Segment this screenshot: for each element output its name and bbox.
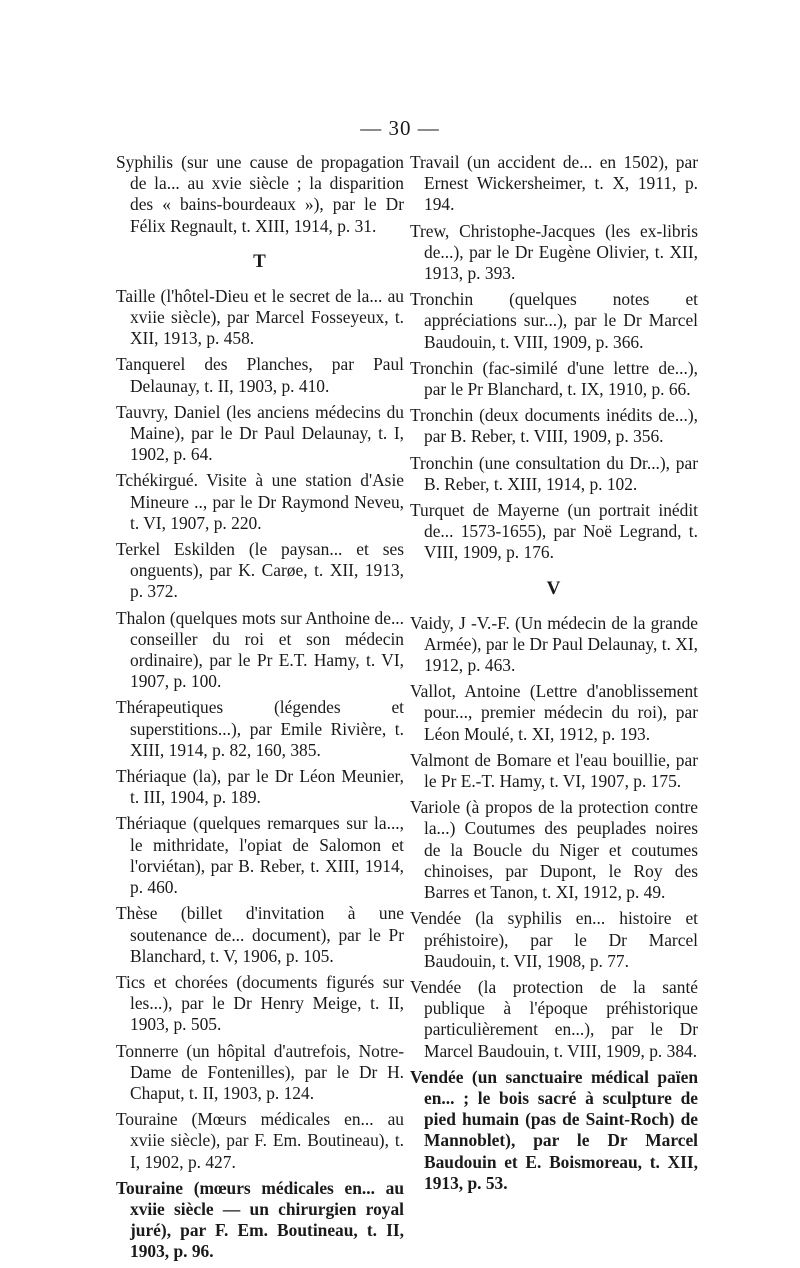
index-entry-vendee-protection: Vendée (la protection de la santé publique à l'époque préhistorique particulièrement en...), par le Dr Marcel Baudouin, t. VIII, 1909, p. 384.: [410, 976, 698, 1061]
index-entry-tanquerel: Tanquerel des Planches, par Paul Delaunay, t. II, 1903, p. 410.: [116, 354, 404, 396]
index-entry-travail: Travail (un accident de... en 1502), par Ernest Wickersheimer, t. X, 1911, p. 194.: [410, 152, 698, 215]
index-entry-touraine-2: Touraine (mœurs médicales en... au xviie siècle — un chirurgien royal juré), par F. Em. Boutineau, t. II, 1903, p. 96.: [116, 1177, 404, 1262]
index-entry-taille: Taille (l'hôtel-Dieu et le secret de la... au xviie siècle), par Marcel Fosseyeux, t. XII, 1913, p. 458.: [116, 285, 404, 349]
index-entry-tchekirgue: Tchékirgué. Visite à une station d'Asie Mineure .., par le Dr Raymond Neveu, t. VI, 1907, p. 220.: [116, 470, 404, 533]
page-number: — 30 —: [360, 116, 440, 140]
index-entry-tonnerre: Tonnerre (un hôpital d'autrefois, Notre-Dame de Fontenilles), par le Dr H. Chaput, t. II, 1903, p. 124.: [116, 1040, 404, 1103]
index-entry-touraine-1: Touraine (Mœurs médicales en... au xviie siècle), par F. Em. Boutineau), t. I, 1902, p. 427.: [116, 1109, 404, 1172]
index-entry-tauvry: Tauvry, Daniel (les anciens médecins du Maine), par le Dr Paul Delaunay, t. I, 1902, p. 64.: [116, 401, 404, 465]
index-entry-trew: Trew, Christophe-Jacques (les ex-libris de...), par le Dr Eugène Olivier, t. XII, 1913, p. 393.: [410, 220, 698, 284]
right-column: [410, 152, 698, 1199]
index-entry-vendee-sanctuaire: Vendée (un sanctuaire médical païen en... ; le bois sacré à sculpture de pied humain (pas de Saint-Roch) de Mannoblet), par le Dr Marcel Baudouin et E. Boismoreau, t. XII, 1913, p. 53.: [410, 1066, 698, 1193]
index-entry-syphilis: Syphilis (sur une cause de propagation de la... au xvie siècle ; la disparition des « bains-bourdeaux »), par le Dr Félix Regnault, t. XIII, 1914, p. 31.: [116, 152, 404, 236]
index-entry-tronchin-documents: Tronchin (deux documents inédits de...), par B. Reber, t. VIII, 1909, p. 356.: [410, 405, 698, 447]
index-entry-theriaque-la: Thériaque (la), par le Dr Léon Meunier, t. III, 1904, p. 189.: [116, 766, 404, 808]
left-column: [116, 152, 404, 1268]
index-entry-valmont: Valmont de Bomare et l'eau bouillie, par le Pr E.-T. Hamy, t. VI, 1907, p. 175.: [410, 749, 698, 792]
index-entry-variole: Variole (à propos de la protection contre la...) Coutumes des peuplades noires de la Boucle du Niger et coutumes chinoises, par Dupont, le Roy des Barres et Tanon, t. XI, 1912, p. 49.: [410, 797, 698, 903]
index-entry-terkel: Terkel Eskilden (le paysan... et ses onguents), par K. Carøe, t. XII, 1913, p. 372.: [116, 539, 404, 602]
index-entry-theriaque-remarques: Thériaque (quelques remarques sur la..., le mithridate, l'opiat de Salomon et l'orviétan), par B. Reber, t. XIII, 1914, p. 460.: [116, 813, 404, 898]
index-entry-tronchin-notes: Tronchin (quelques notes et appréciations sur...), par le Dr Marcel Baudouin, t. VIII, 1909, p. 366.: [410, 289, 698, 352]
index-entry-these: Thèse (billet d'invitation à une soutenance de... document), par le Pr Blanchard, t. V, 1906, p. 105.: [116, 903, 404, 966]
index-entry-tronchin-fac-simile: Tronchin (fac-similé d'une lettre de...), par le Pr Blanchard, t. IX, 1910, p. 66.: [410, 357, 698, 400]
index-entry-vendee-syphilis: Vendée (la syphilis en... histoire et préhistoire), par le Dr Marcel Baudouin, t. VII, 1908, p. 77.: [410, 908, 698, 971]
section-letter-v: V: [546, 577, 562, 599]
index-entry-turquet: Turquet de Mayerne (un portrait inédit de... 1573-1655), par Noë Legrand, t. VIII, 1909, p. 176.: [410, 500, 698, 563]
section-letter-t: T: [253, 250, 267, 272]
index-entry-therapeutiques: Thérapeutiques (légendes et superstitions...), par Emile Rivière, t. XIII, 1914, p. 82, 160, 385.: [116, 697, 404, 760]
index-entry-tronchin-consultation: Tronchin (une consultation du Dr...), par B. Reber, t. XIII, 1914, p. 102.: [410, 452, 698, 494]
index-entry-vallot: Vallot, Antoine (Lettre d'anoblissement pour..., premier médecin du roi), par Léon Moulé, t. XI, 1912, p. 193.: [410, 681, 698, 744]
index-entry-thalon: Thalon (quelques mots sur Anthoine de... conseiller du roi et son médecin ordinaire), par le Pr E.T. Hamy, t. VI, 1907, p. 100.: [116, 607, 404, 692]
index-entry-tics: Tics et chorées (documents figurés sur les...), par le Dr Henry Meige, t. II, 1903, p. 505.: [116, 971, 404, 1035]
index-entry-vaidy: Vaidy, J -V.-F. (Un médecin de la grande Armée), par le Dr Paul Delaunay, t. XI, 1912, p. 463.: [410, 612, 698, 676]
